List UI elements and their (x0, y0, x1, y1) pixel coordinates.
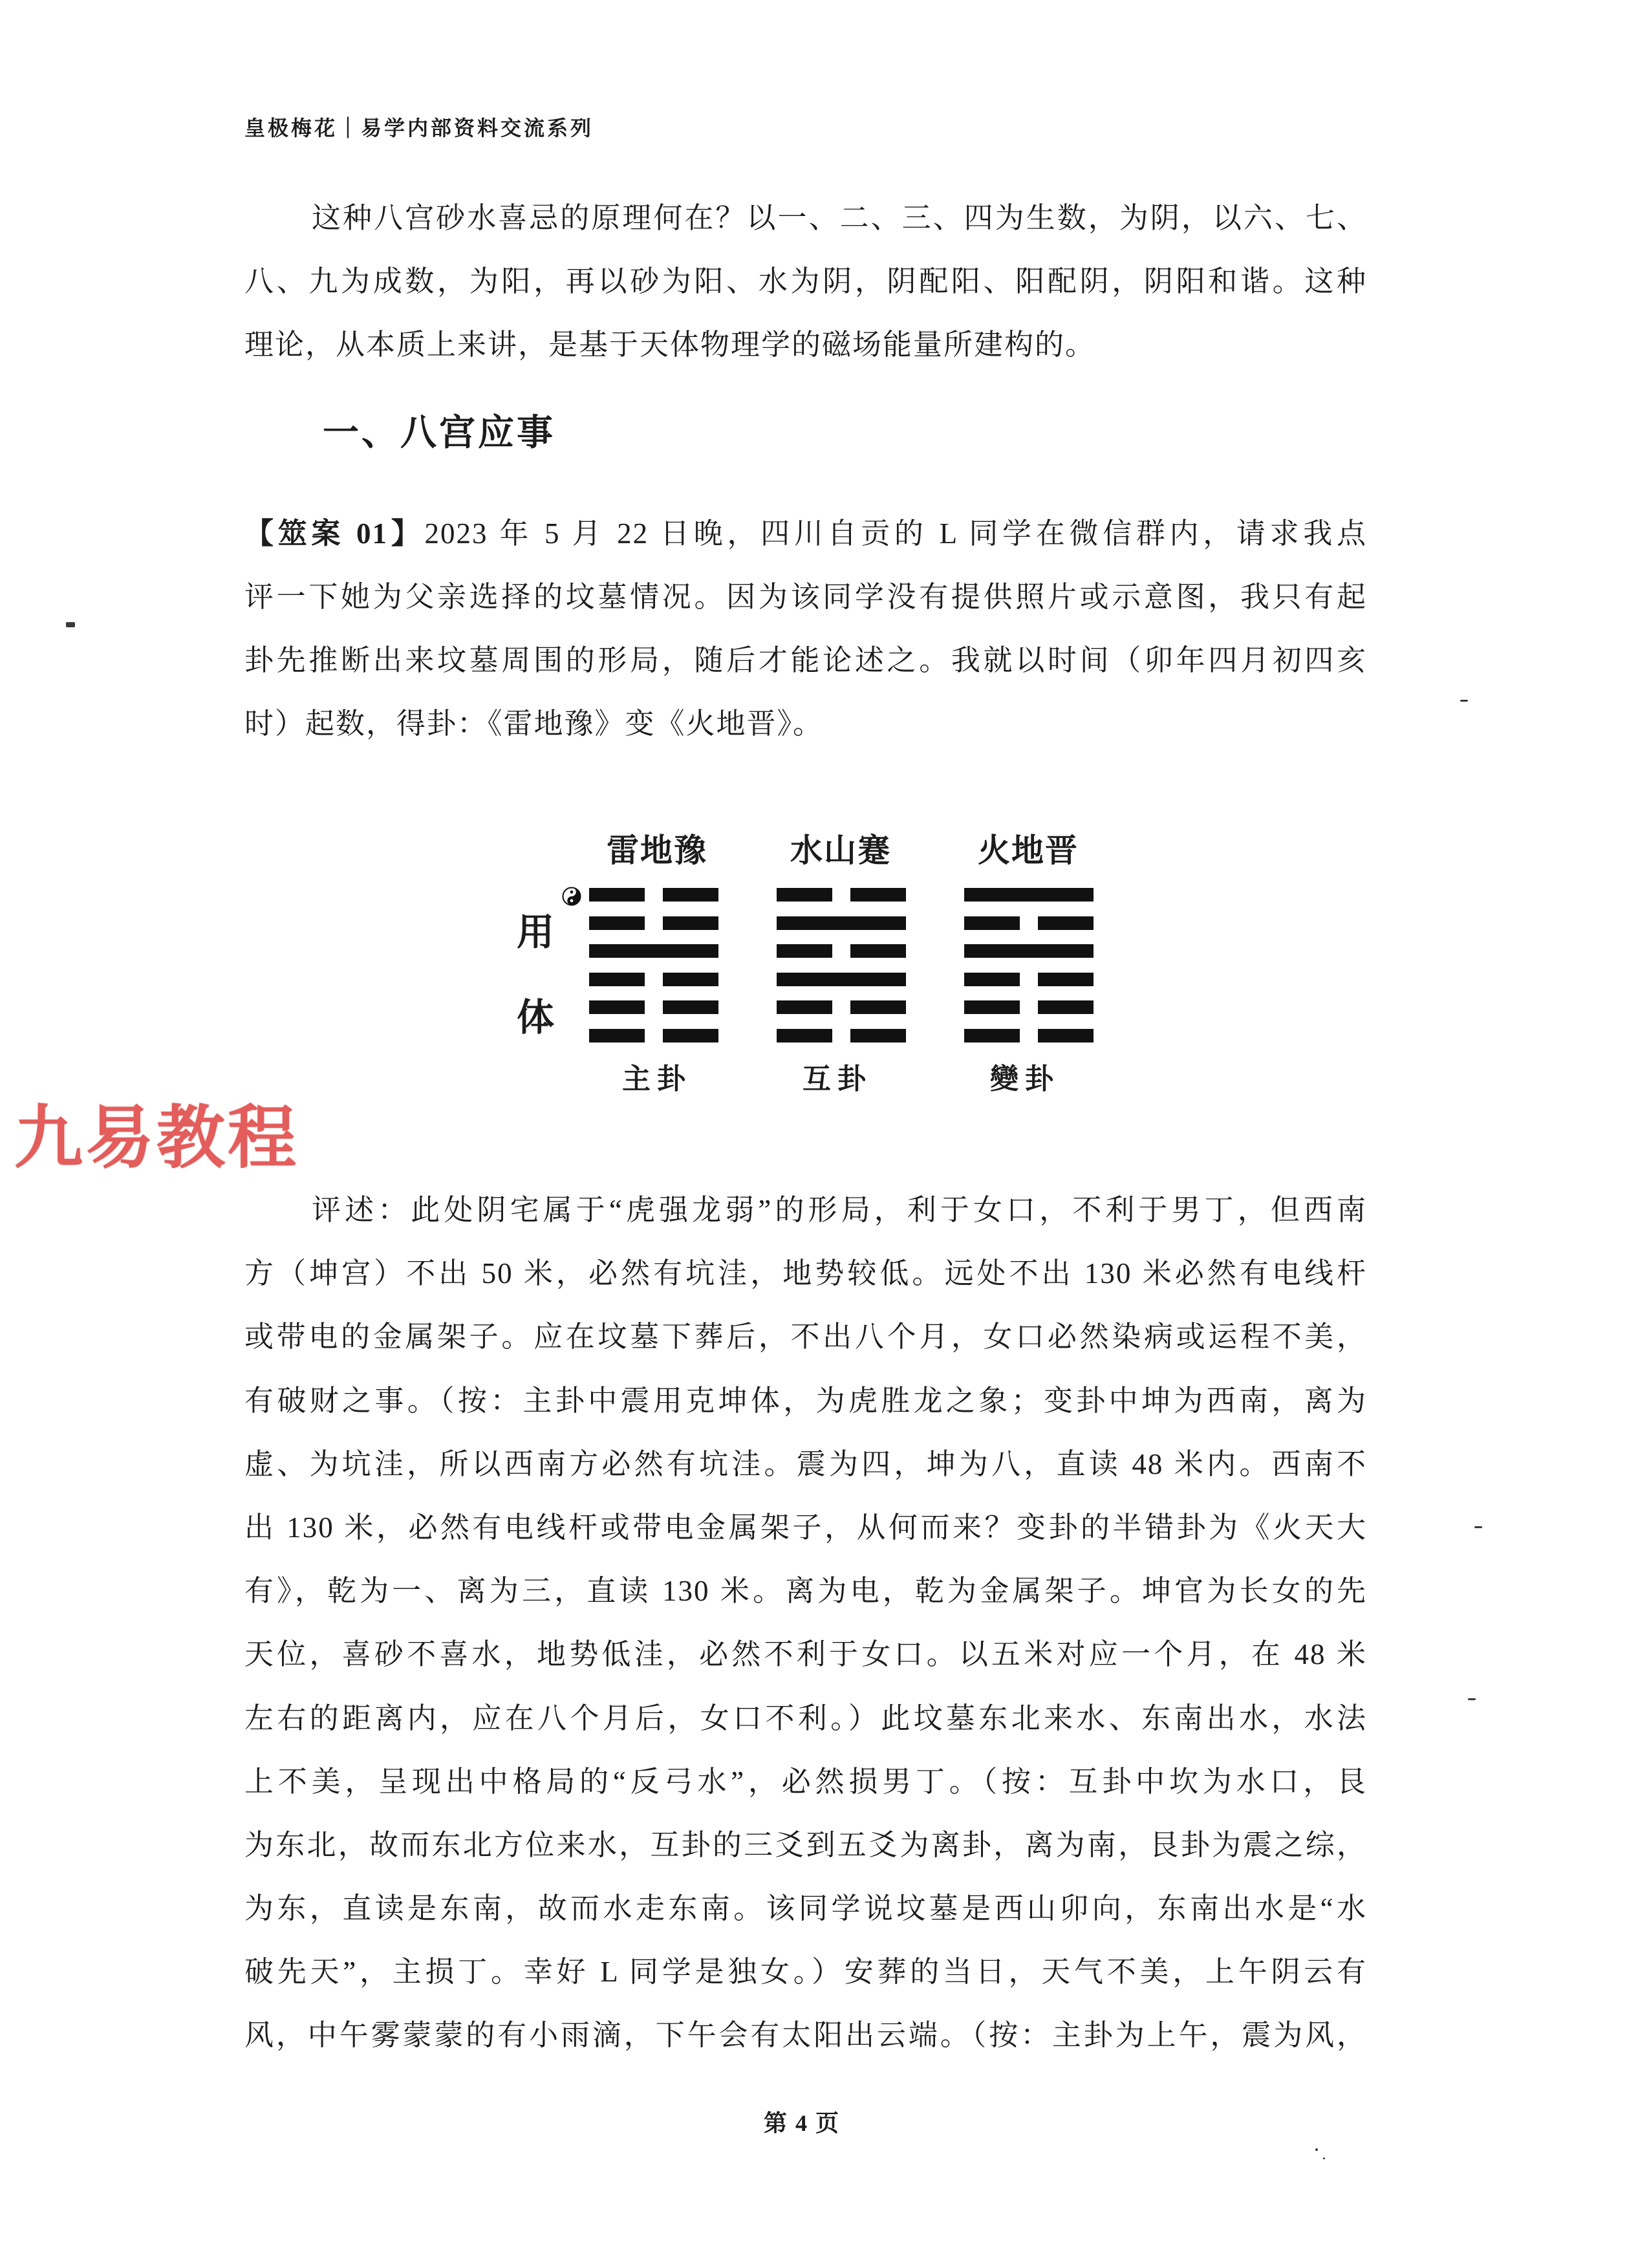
yin-bar-right (663, 916, 718, 930)
case-line-text: 2023 年 5 月 22 日晚，四川自贡的 L 同学在微信群内，请求我点 (424, 517, 1367, 550)
yang-line (589, 944, 718, 958)
paragraph-line: 出 130 米，必然有电线杆或带电金属架子，从何而来？变卦的半错卦为《火天大 (244, 1511, 1367, 1544)
scan-speck (1315, 2148, 1318, 2151)
paragraph-line: 方（坤宫）不出 50 米，必然有坑洼，地势较低。远处不出 130 米必然有电线杆 (244, 1257, 1367, 1290)
scan-speck (1468, 1698, 1476, 1700)
yin-line (589, 1000, 718, 1014)
yin-bar-right (663, 888, 718, 902)
yin-bar-right (1038, 1029, 1094, 1042)
hexagram-title-main: 雷地豫 (607, 832, 707, 869)
intro-paragraph (244, 186, 1367, 376)
yang-line (964, 888, 1094, 902)
yang-line (964, 944, 1094, 958)
yin-line (777, 1029, 906, 1042)
yin-line (964, 1000, 1094, 1014)
paragraph-line: 上不美，呈现出中格局的“反弓水”，必然损男丁。（按：互卦中坎为水口，艮 (244, 1765, 1367, 1798)
scan-speck (66, 622, 75, 627)
yang-bar (777, 973, 906, 986)
yin-line (589, 1029, 718, 1042)
paragraph-line: 理论，从本质上来讲，是基于天体物理学的磁场能量所建构的。 (244, 329, 1096, 361)
yin-line (589, 973, 718, 986)
yin-line (589, 888, 718, 902)
section-heading: 一、八宫应事 (323, 413, 555, 453)
case-label: 【筮案 01】 (244, 517, 425, 550)
yin-bar-right (663, 1029, 718, 1042)
yin-line (964, 973, 1094, 986)
yin-bar-right (1038, 1000, 1094, 1014)
yin-line (777, 888, 906, 902)
hexagram-caption-nuclear: 互卦 (803, 1063, 872, 1095)
yin-bar-right (663, 1000, 718, 1014)
paragraph-line: 评一下她为父亲选择的坟墓情况。因为该同学没有提供照片或示意图，我只有起 (244, 581, 1367, 613)
yin-bar-left (777, 1029, 832, 1042)
yin-bar-right (850, 1029, 906, 1042)
paragraph-line: 有》，乾为一、离为三，直读 130 米。离为电，乾为金属架子。坤官为长女的先 (244, 1575, 1367, 1608)
running-header: 皇极梅花｜易学内部资料交流系列 (244, 116, 594, 140)
yin-line (964, 1029, 1094, 1042)
watermark: 九易教程 (14, 1098, 299, 1178)
yang-bar (589, 944, 718, 958)
yin-bar-right (1038, 973, 1094, 986)
paragraph-line: 有破财之事。（按：主卦中震用克坤体，为虎胜龙之象；变卦中坤为西南，离为 (244, 1384, 1367, 1417)
paragraph-line: 卦先推断出来坟墓周围的形局，随后才能论述之。我就以时间（卯年四月初四亥 (244, 644, 1367, 676)
yin-yang-icon (562, 887, 581, 906)
paragraph-line: 或带电的金属架子。应在坟墓下葬后，不出八个月，女口必然染病或运程不美， (244, 1321, 1367, 1354)
hexagram-title-changed: 火地晋 (978, 832, 1079, 869)
yang-bar (964, 888, 1094, 902)
hexagram-3-lines (964, 888, 1094, 1043)
hexagram-1-lines (589, 888, 718, 1043)
yin-bar-left (777, 1000, 832, 1014)
paragraph-line: 评述：此处阴宅属于“虎强龙弱”的形局，利于女口，不利于男丁，但西南 (312, 1194, 1367, 1226)
yin-line (777, 944, 906, 958)
paragraph-line: 左右的距离内，应在八个月后，女口不利。）此坟墓东北来水、东南出水，水法 (244, 1701, 1367, 1734)
yin-bar-left (964, 973, 1020, 986)
page-number: 第 4 页 (763, 2110, 840, 2136)
side-label-use: 用 (516, 911, 554, 953)
paragraph-line: 这种八宫砂水喜忌的原理何在？以一、二、三、四为生数，为阴，以六、七、 (312, 202, 1367, 234)
yin-bar-right (663, 973, 718, 986)
hexagram-figure (491, 815, 1138, 1106)
yin-bar-left (964, 1000, 1020, 1014)
yin-bar-left (589, 1000, 645, 1014)
yin-bar-left (964, 1029, 1020, 1042)
scan-speck (1460, 700, 1468, 702)
case-paragraph (244, 502, 1367, 755)
yin-bar-left (589, 973, 645, 986)
hexagram-caption-changed: 變卦 (990, 1063, 1060, 1095)
yin-bar-left (589, 888, 645, 902)
yang-bar (777, 916, 906, 930)
yin-bar-right (850, 888, 906, 902)
yang-line (777, 916, 906, 930)
commentary-paragraph (244, 1178, 1367, 2068)
hexagram-caption-main: 主卦 (622, 1063, 692, 1095)
yin-bar-left (964, 916, 1020, 930)
yin-line (964, 916, 1094, 930)
paragraph-line: 破先天”，主损丁。幸好 L 同学是独女。）安葬的当日，天气不美，上午阴云有 (244, 1956, 1367, 1989)
yin-bar-right (850, 944, 906, 958)
yin-bar-left (777, 944, 832, 958)
hexagram-title-nuclear: 水山蹇 (790, 832, 891, 869)
scan-speck (1323, 2157, 1325, 2159)
paragraph-line: 八、九为成数，为阳，再以砂为阳、水为阴，阴配阳、阳配阴，阴阳和谐。这种 (244, 265, 1367, 297)
yang-line (777, 973, 906, 986)
yin-bar-left (589, 916, 645, 930)
paragraph-line: 风，中午雾蒙蒙的有小雨滴，下午会有太阳出云端。（按：主卦为上午，震为风， (244, 2019, 1367, 2052)
paragraph-line: 天位，喜砂不喜水，地势低洼，必然不利于女口。以五米对应一个月，在 48 米 (244, 1638, 1367, 1671)
yin-line (777, 1000, 906, 1014)
paragraph-line: 为东北，故而东北方位来水，互卦的三爻到五爻为离卦，离为南，艮卦为震之综， (244, 1828, 1367, 1861)
paragraph-line: 为东，直读是东南，故而水走东南。该同学说坟墓是西山卯向，东南出水是“水 (244, 1892, 1367, 1925)
hexagram-2-lines (777, 888, 906, 1043)
yin-bar-right (850, 1000, 906, 1014)
paragraph-line: 虚、为坑洼，所以西南方必然有坑洼。震为四，坤为八，直读 48 米内。西南不 (244, 1447, 1367, 1480)
scan-speck (1474, 1526, 1482, 1528)
paragraph-line (244, 502, 1367, 565)
yin-bar-left (589, 1029, 645, 1042)
yin-line (589, 916, 718, 930)
side-label-body: 体 (516, 997, 554, 1039)
yin-bar-right (1038, 916, 1094, 930)
yin-bar-left (777, 888, 832, 902)
yang-bar (964, 944, 1094, 958)
paragraph-line: 时）起数，得卦：《雷地豫》变《火地晋》。 (244, 707, 824, 740)
